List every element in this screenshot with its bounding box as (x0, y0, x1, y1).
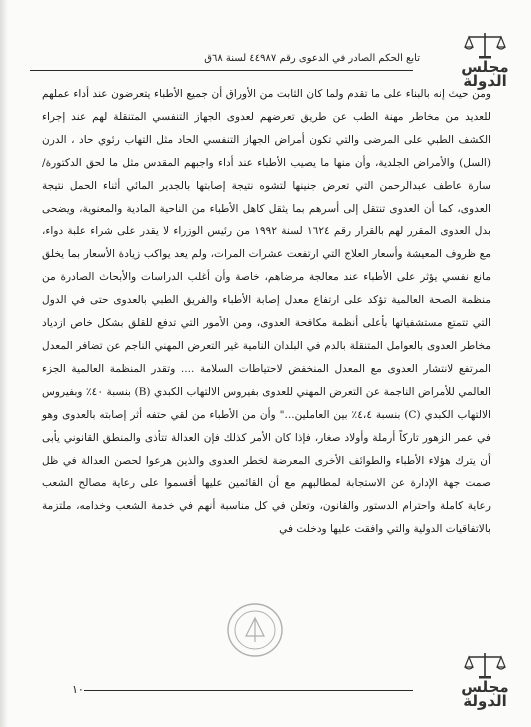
council-logo-header (455, 30, 515, 88)
page-number: ١٠ (72, 683, 84, 696)
scales-of-justice-icon (463, 30, 507, 60)
council-logo-footer (455, 650, 515, 708)
case-reference-header: تابع الحكم الصادر في الدعوى رقم ٤٤٩٨٧ لسنة ٦٨ق (204, 53, 420, 64)
scales-of-justice-icon (463, 650, 507, 680)
scan-edge-shadow (0, 0, 8, 727)
council-logo-text: مجلس الدولة (461, 58, 509, 90)
council-logo-text: مجلس الدولة (461, 678, 509, 710)
footer-divider (84, 690, 413, 691)
header-divider (30, 70, 413, 71)
official-seal-stamp (226, 602, 284, 658)
judgment-body (42, 83, 491, 541)
judgment-paragraph: ومن حيث إنه بالبناء على ما تقدم ولما كان الثابت من الأوراق أن جميع الأطباء يتعرضون عند أداء عملهم للعديد من مخاطر مهنة الطب عن طريق تعرضهم لعدوى الجهاز التنفسي المتنقلة لهم عند إجراء الكشف الطبي على المرضى والتي تكون أمراض الجهاز التنفسي الحاد مثل التهاب رئوي حاد ، الدرن (السل) والأمراض الجلدية، وأن منها ما يصيب الأطباء عند أداء واجبهم المقدس مثل ما لحق الدكتورة/ سارة عاطف عبدالرحمن التي تعرض جنينها لتشوه نتيجة إصابتها بالجدير المائي أثناء الحمل نتيجة العدوى، كما أن العدوى تنتقل إلى أسرهم بما يثقل كاهل الأطباء من الناحية المادية والمعنوية، ويضحى بدل العدوى المقرر لهم بالقرار رقم ١٦٢٤ لسنة ١٩٩٢ من رئيس الوزراء لا يقدر على شراء علبة دواء، مع ظروف المعيشة وأسعار العلاج التي ارتفعت عشرات المرات، ولم يعد يواكب زيادة الأسعار بما يخلق مانع نفسي يؤثر على الأطباء عند معالجة مرضاهم، خاصة وأن أغلب الدراسات والأبحاث الصادرة من منظمة الصحة العالمية تؤكد على ارتفاع معدل إصابة الأطباء والفريق الطبي بالعدوى حتى في الدول التي تتمتع مستشفياتها بأعلى أنظمة مكافحة العدوى، ومن الأمور التي تدفع للقلق بشكل خاص ازدياد مخاطر العدوى بالعوامل المتنقلة بالدم في البلدان النامية غير التعرض المهني الناجم عن تضافر المعدل المرتفع لانتشار العدوى مع المعدل المنخفض لاحتياطات السلامة .... وتقدر المنظمة العالمية الجزء العالمي للأمراض الناجمة عن التعرض المهني للعدوى بفيروس الالتهاب الكبدي (B) بنسبة ٤٠٪ وبفيروس الالتهاب الكبدي (C) بنسبة ٤،٤٪ بين العاملين..." وأن من الأطباء من لقي حتفه أثر إصابته بالعدوى وهو في عمر الزهور تاركاً أرملة وأولاد صغار، فإذا كان الأمر كذلك فإن العدالة تتأذى والمنطق القانوني يأبى أن يترك هؤلاء الأطباء والطوائف الأخرى المعرضة لخطر العدوى والذين هرعوا لحصن العدالة في ظل صمت جهة الإدارة عن الاستجابة لمطالبهم مع أن القائمين عليها أقسموا على رعاية مصالح الشعب رعاية كاملة واحترام الدستور والقانون، وتعلن في كل مناسبة أنهم في خدمة الشعب وخدامه، ملتزمة بالاتفاقيات الدولية والتي وافقت عليها ودخلت في (42, 88, 492, 536)
